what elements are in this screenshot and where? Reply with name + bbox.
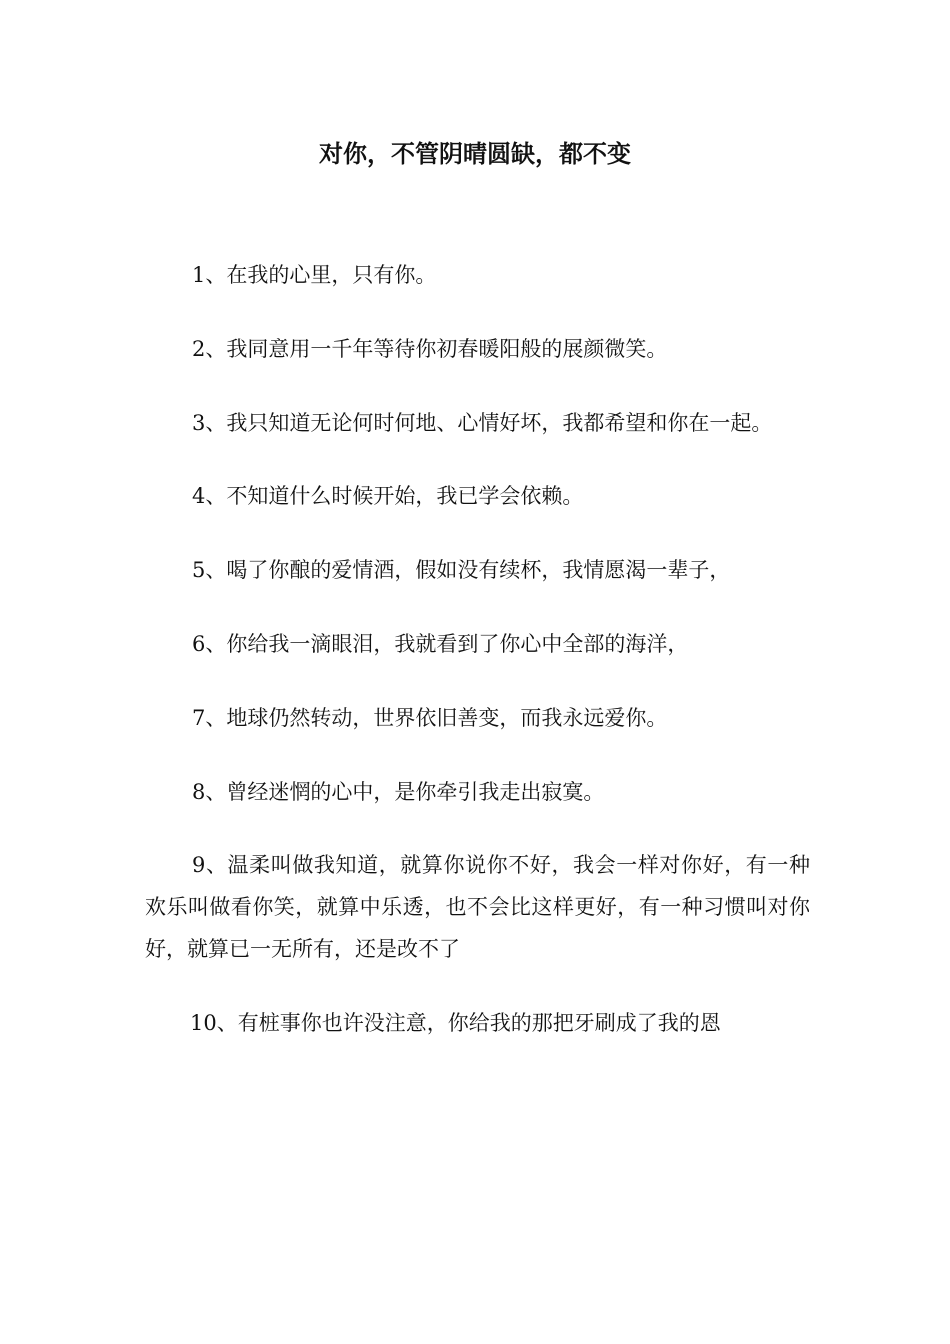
document-body <box>145 255 810 1077</box>
paragraph-4: 4、不知道什么时候开始，我已学会依赖。 <box>192 484 584 509</box>
paragraph-2: 2、我同意用一千年等待你初春暖阳般的展颜微笑。 <box>192 336 668 361</box>
paragraph-3: 3、我只知道无论何时何地、心情好坏，我都希望和你在一起。 <box>192 410 773 435</box>
paragraph-1: 1、在我的心里，只有你。 <box>192 263 437 287</box>
page-title: 对你，不管阴晴圆缺，都不变 <box>319 140 631 168</box>
paragraph-10: 10、有桩事你也许没注意，你给我的那把牙刷成了我的恩 <box>190 1010 721 1035</box>
paragraph-7: 7、地球仍然转动，世界依旧善变，而我永远爱你。 <box>192 705 668 730</box>
paragraph-5: 5、喝了你酿的爱情酒，假如没有续杯，我情愿渴一辈子， <box>192 558 731 583</box>
paragraph-8: 8、曾经迷惘的心中，是你牵引我走出寂寞。 <box>192 779 605 804</box>
paragraph-6: 6、你给我一滴眼泪，我就看到了你心中全部的海洋， <box>192 631 689 656</box>
paragraph-9: 9、温柔叫做我知道，就算你说你不好，我会一样对你好，有一种欢乐叫做看你笑，就算中乐透，也不会比这样更好，有一种习惯叫对你好，就算已一无所有，还是改不了 <box>145 853 810 961</box>
